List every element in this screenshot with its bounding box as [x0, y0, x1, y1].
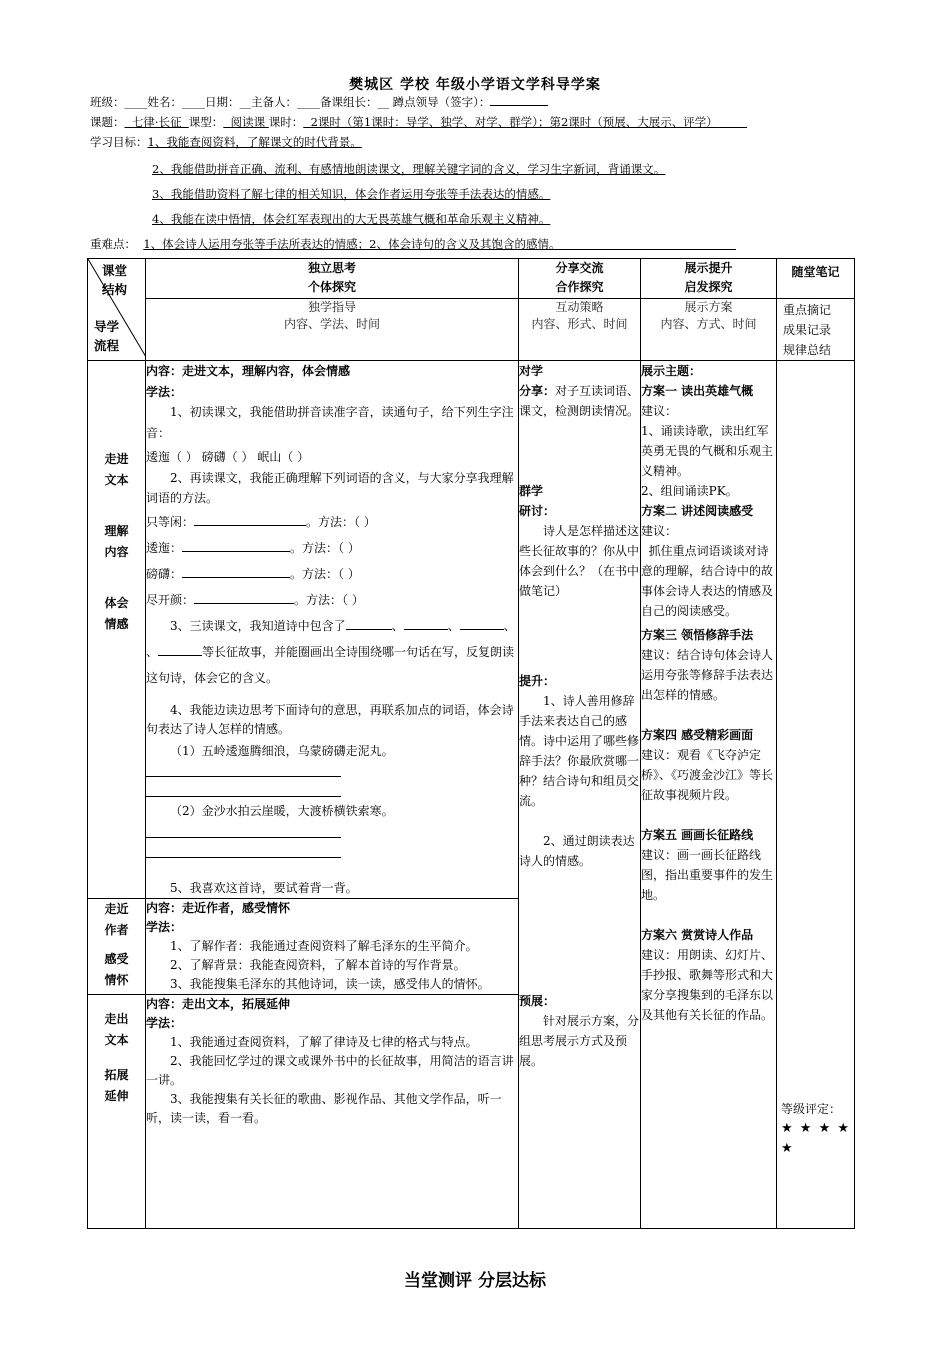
col-sub-notes: 重点摘记 成果记录 规律总结	[777, 299, 855, 361]
notes-column	[777, 361, 855, 1229]
plan-title: 方案四 感受精彩画面	[641, 728, 754, 742]
footer-heading: 当堂测评 分层达标	[404, 1271, 546, 1291]
col-header-share: 分享交流 合作探究	[519, 259, 641, 299]
plan-text: 建议：结合诗句体会诗人运用夸张等修辞手法表达出怎样的情感。	[641, 648, 774, 702]
share-column: 对学 分享：对子互读词语、课文，检测朗读情况。 群学 研讨： 诗人是怎样描述这些长征故事的？你从中体会到什么？（在书中做笔记） 提升： 1、诗人善用修辞手法来表达自己的感情。诗中运用了哪些修辞手法？你最欣赏哪一种？结合诗句和组员交流。 2、通过朗读表达诗人的情感。 预展： 针对展示方案，分组思考展示方式及预展。	[519, 361, 641, 1229]
poem-line-2: （2）金沙水拍云崖暖，大渡桥横铁索寒。	[170, 804, 394, 818]
key-label: 重难点：	[90, 237, 136, 251]
content-title: 内容：走近作者，感受情怀	[146, 901, 291, 915]
grade-label: 等级评定：	[781, 1102, 842, 1116]
section-label-text: 走进 文本 理解 内容 体会 情感	[88, 361, 146, 899]
section2-content: 内容：走近作者，感受情怀 学法： 1、了解作者：我能通过查阅资料了解毛泽东的生平简介。 2、了解背景：我能查阅资料，了解本首诗的写作背景。 3、我能搜集毛泽东的其他诗词，读一读，感受伟人的情怀。	[146, 899, 519, 995]
method-label: 学法：	[146, 1016, 183, 1030]
poem-line-1: （1）五岭逶迤腾细浪，乌蒙磅礴走泥丸。	[170, 743, 394, 758]
section-label-extend: 走出 文本 拓展 延伸	[88, 995, 146, 1229]
col-sub-independent: 独学指导 内容、学法、时间	[146, 299, 519, 361]
answer-blank[interactable]	[194, 603, 294, 604]
corner-top-label: 课堂	[102, 263, 128, 278]
goal-label: 学习目标：	[90, 135, 148, 149]
course-line	[90, 114, 747, 130]
col-header-notes: 随堂笔记	[777, 259, 855, 299]
page-title: 樊城区 学校 年级小学语文学科导学案	[349, 77, 601, 93]
plan-title: 方案五 画画长征路线	[641, 828, 754, 842]
topic-label: 课题：	[90, 115, 125, 129]
word-row: 只等闲： 。方法：（ ）	[146, 514, 376, 529]
method-label: 学法：	[146, 920, 183, 934]
goal-item: 3、我能借助资料了解七律的相关知识，体会作者运用夸张等手法表达的情感。	[152, 187, 551, 201]
section-label-author: 走近 作者 感受 情怀	[88, 899, 146, 995]
answer-line[interactable]	[146, 761, 341, 777]
goal-line-1	[90, 134, 362, 150]
answer-line[interactable]	[146, 781, 341, 797]
plan-title: 方案一 读出英雄气概	[641, 384, 754, 398]
key-text: 1、体会诗人运用夸张等手法所表达的情感；2、体会诗句的含义及其饱含的感情。	[143, 237, 561, 251]
answer-blank[interactable]	[182, 551, 290, 552]
plan-title: 方案六 赏赏诗人作品	[641, 928, 754, 942]
hours-label: 课时：	[268, 115, 304, 129]
plan-title: 方案三 领悟修辞手法	[641, 628, 754, 642]
word-row: 磅礴： 。方法：（ ）	[146, 566, 360, 581]
content-title: 内容：走出文本，拓展延伸	[146, 997, 291, 1011]
corner-top-label: 结构	[102, 282, 128, 297]
goal-item: 2、我能借助拼音正确、流利、有感情地朗读课文，理解关键字词的含义，学习生字新词，背诵课文。	[152, 162, 666, 176]
task-3: 3、三读课文，我知道诗中包含了 、 、 、	[170, 618, 516, 633]
type-value: 阅读课	[230, 115, 266, 129]
plan-title: 方案二 讲述阅读感受	[641, 504, 754, 518]
show-column: 展示主题： 方案一 读出英雄气概 建议： 1、诵读诗歌，读出红军英勇无畏的气概和乐观主义精神。 2、组间诵读PK。 方案二 讲述阅读感受 建议： 抓住重点词语谈谈对诗意的理解，结合诗中的故事体会诗人表达的情感及自己的阅读感受。 方案三 领悟修辞手法 建议：结合诗句体会诗人运用夸张等修辞手法表达出怎样的情感。 方案四 感受精彩画面 建议：观看《飞夺泸定桥》、《巧渡金沙江》等长征故事视频片段。 方案五 画画长征路线 建议：画一画长征路线图，指出重要事件的发生地。 方案六 赏赏诗人作品 建议：用朗读、幻灯片、手抄报、歌舞等形式和大家分享搜集到的毛泽东以及其他有关长征的作品。	[641, 361, 777, 1229]
plan-text: 建议： 1、诵读诗歌，读出红军英勇无畏的气概和乐观主义精神。 2、组间诵读PK。	[641, 404, 774, 498]
section3-content: 内容：走出文本，拓展延伸 学法： 1、我能通过查阅资料，了解了律诗及七律的格式与特点。 2、我能回忆学过的课文或课外书中的长征故事，用简洁的语言讲一讲。 3、我能搜集有关长征的歌曲、影视作品、其他文学作品，听一听，读一读，看一看。	[146, 995, 519, 1229]
plan-text: 建议：用朗读、幻灯片、手抄报、歌舞等形式和大家分享搜集到的毛泽东以及其他有关长征的作品。	[641, 948, 774, 1022]
signature-blank	[490, 94, 548, 106]
plan-text: 建议： 抓住重点词语谈谈对诗意的理解，结合诗中的故事体会诗人表达的情感及自己的阅读感受。	[641, 524, 774, 618]
task-2: 2、再读课文，我能正确理解下列词语的含义，与大家分享我理解词语的方法。	[146, 470, 514, 505]
answer-line[interactable]	[146, 822, 341, 838]
study-guide-table	[87, 258, 855, 1229]
task-1: 1、初读课文，我能借助拼音读准字音，读通句子，给下列生字注音：	[146, 405, 514, 440]
content-title: 内容：走进文本，理解内容，体会情感	[146, 364, 351, 378]
answer-blank[interactable]	[194, 525, 306, 526]
topic-value: 七律·长征	[131, 115, 182, 129]
task-5: 5、我喜欢这首诗，要试着背一背。	[170, 880, 358, 895]
answer-blank[interactable]	[182, 577, 290, 578]
key-points-line	[90, 236, 736, 252]
col-header-independent: 独立思考 个体探究	[146, 259, 519, 299]
goal-item: 1、我能查阅资料，了解课文的时代背景。	[147, 135, 362, 149]
corner-cell	[88, 259, 146, 361]
col-header-show: 展示提升 启发探究	[641, 259, 777, 299]
info-text: 班级：____姓名：____日期：__主备人：____备课组长：__ 蹲点领导（签字）：	[90, 95, 491, 109]
section1-content	[146, 361, 519, 899]
method-label: 学法：	[146, 384, 183, 399]
info-line	[90, 94, 548, 110]
col-sub-share: 互动策略 内容、形式、时间	[519, 299, 641, 361]
col-sub-show: 展示方案 内容、方式、时间	[641, 299, 777, 361]
task-3-cont: 、 等长征故事，并能圈画出全诗围绕哪一句话在写，反复朗读这句诗，体会它的含义。	[146, 644, 515, 685]
goal-item: 4、我能在读中悟情，体会红军表现出的大无畏英雄气概和革命乐观主义精神。	[152, 212, 551, 226]
plan-text: 建议：画一画长征路线图，指出重要事件的发生地。	[641, 848, 774, 902]
star-rating[interactable]: ★ ★ ★ ★ ★	[781, 1121, 850, 1156]
corner-bottom-label: 流程	[94, 338, 120, 353]
corner-bottom-label: 导学	[94, 319, 120, 334]
hours-value: 2课时（第1课时：导学、独学、对学、群学）；第2课时（预展、大展示、评学）	[310, 115, 718, 129]
pinyin-row: 逶迤（ ） 磅礴（ ） 岷山（ ）	[146, 450, 310, 464]
type-label: 课型：	[188, 115, 224, 129]
answer-line[interactable]	[146, 842, 341, 858]
task-4: 4、我能边读边思考下面诗句的意思，再联系加点的词语，体会诗句表达了诗人怎样的情感。	[146, 702, 514, 736]
plan-text: 建议：观看《飞夺泸定桥》、《巧渡金沙江》等长征故事视频片段。	[641, 748, 774, 802]
word-row: 逶迤： 。方法：（ ）	[146, 540, 360, 555]
word-row: 尽开颜： 。方法：（ ）	[146, 592, 364, 607]
